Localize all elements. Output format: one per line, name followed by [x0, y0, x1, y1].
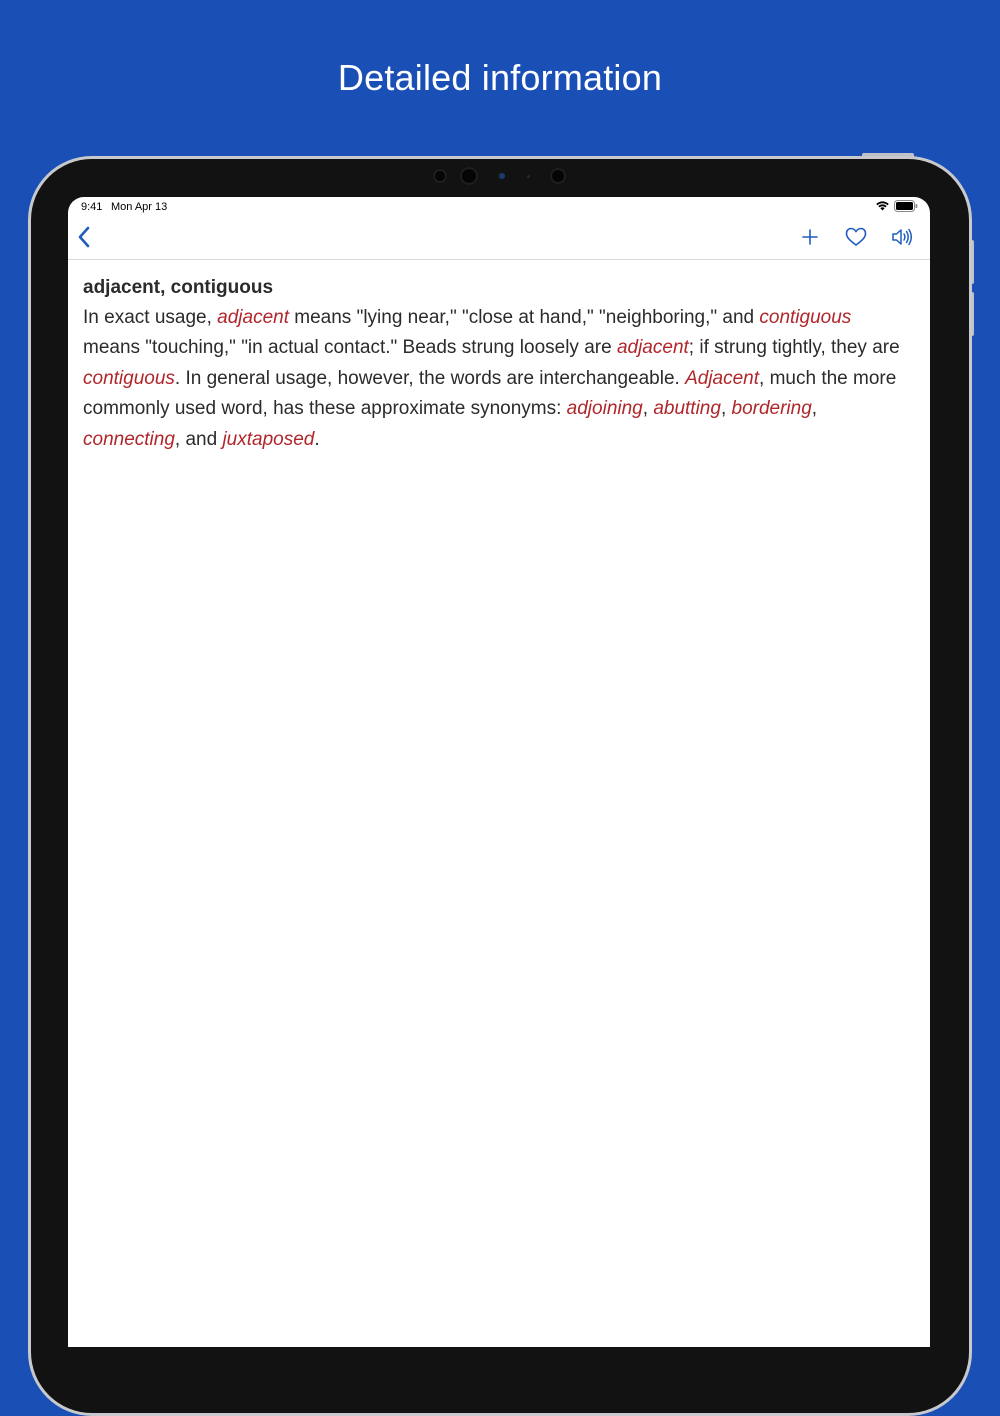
- status-time: 9:41: [81, 201, 103, 213]
- xref-link[interactable]: bordering: [731, 398, 812, 420]
- xref-link[interactable]: contiguous: [759, 307, 852, 328]
- body-text: In exact usage,: [83, 307, 218, 328]
- body-text: means "lying near," "close at hand," "neighboring," and: [289, 307, 760, 328]
- camera-lens-icon: [460, 167, 478, 185]
- favorite-button[interactable]: [840, 223, 872, 255]
- body-text: , much the more commonly used word, has these approximate synonyms:: [83, 367, 897, 420]
- status-bar: [68, 197, 930, 219]
- heart-icon: [845, 227, 867, 252]
- wifi-icon: [875, 200, 890, 214]
- sensor-small-icon: [527, 175, 530, 178]
- body-text: ,: [642, 398, 654, 420]
- xref-link[interactable]: contiguous: [83, 367, 175, 389]
- sensor-dot-icon: [499, 173, 505, 179]
- body-text: means "touching," "in actual contact." Beads strung loosely are: [83, 337, 617, 359]
- body-text: ; if strung tightly, they are: [688, 337, 900, 359]
- xref-link[interactable]: juxtaposed: [222, 428, 315, 450]
- plus-icon: [801, 228, 819, 251]
- speak-button[interactable]: [886, 223, 918, 255]
- body-text: . In general usage, however, the words are interchangeable.: [174, 367, 686, 389]
- xref-link[interactable]: adjacent: [616, 337, 689, 359]
- sensor-right-icon: [550, 168, 566, 184]
- xref-link[interactable]: connecting: [83, 428, 175, 450]
- promo-headline: Detailed information: [337, 57, 663, 98]
- status-date: Mon Apr 13: [111, 201, 168, 213]
- navigation-bar: [68, 219, 930, 260]
- body-text: , and: [174, 428, 223, 450]
- speaker-icon: [891, 227, 913, 252]
- entry-content: [83, 273, 906, 455]
- entry-title: adjacent, contiguous: [83, 277, 274, 298]
- chevron-left-icon: [77, 226, 91, 253]
- status-indicators: [875, 201, 918, 213]
- body-text: .: [314, 428, 320, 450]
- xref-link[interactable]: abutting: [653, 398, 721, 420]
- app-screen: [68, 197, 930, 1347]
- back-button[interactable]: [68, 223, 100, 255]
- add-button[interactable]: [794, 223, 826, 255]
- xref-link[interactable]: adjacent: [217, 307, 289, 328]
- xref-link[interactable]: Adjacent: [685, 367, 760, 389]
- entry-body: [83, 303, 906, 455]
- sensor-left-icon: [433, 169, 447, 183]
- xref-link[interactable]: adjoining: [566, 398, 643, 420]
- battery-icon: [894, 200, 918, 215]
- body-text: ,: [811, 398, 818, 420]
- body-text: ,: [720, 398, 732, 420]
